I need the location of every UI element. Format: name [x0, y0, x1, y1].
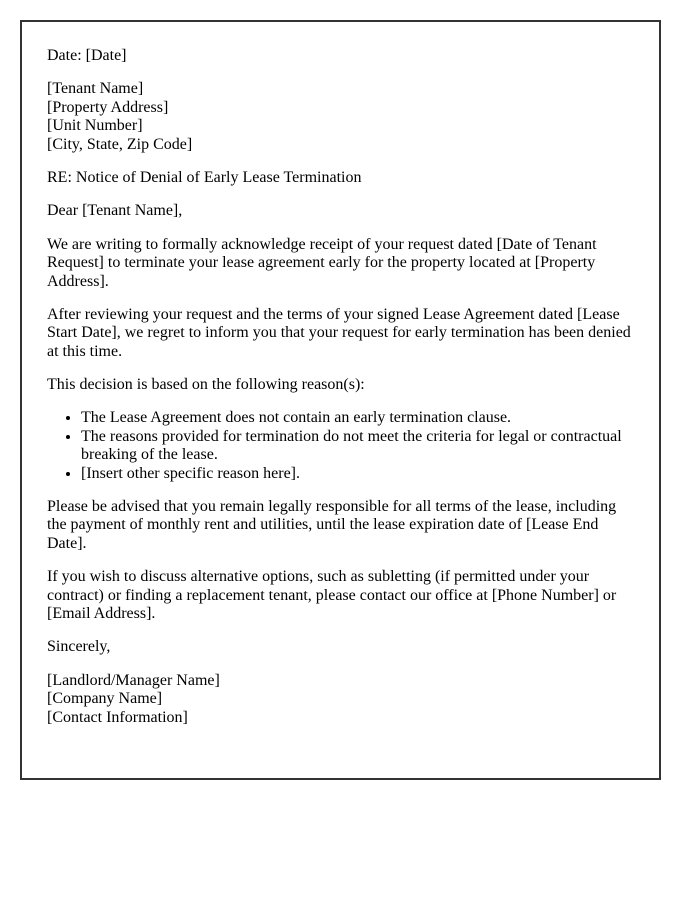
recipient-tenant-name: [Tenant Name] — [47, 80, 144, 98]
recipient-unit-number: [Unit Number] — [47, 117, 143, 135]
recipient-property-address: [Property Address] — [47, 98, 169, 116]
subject-line: RE: Notice of Denial of Early Lease Termination — [47, 168, 362, 186]
signature-contact-information: [Contact Information] — [47, 708, 188, 726]
signature-company-name: [Company Name] — [47, 690, 163, 708]
paragraph-responsibility: Please be advised that you remain legally responsible for all terms of the lease, including the payment of monthly rent and utilities, until the lease expiration date of [Lease End Date]. — [47, 498, 617, 552]
reason-list — [47, 409, 634, 483]
salutation: Dear [Tenant Name], — [47, 202, 183, 220]
paragraph-alternatives: If you wish to discuss alternative options, such as subletting (if permitted under your contract) or finding a replacement tenant, please contact our office at [Phone Number] or [Email Address]. — [47, 568, 617, 622]
recipient-city-state-zip: [City, State, Zip Code] — [47, 135, 193, 153]
closing: Sincerely, — [47, 638, 111, 656]
reason-item: • The reasons provided for termination do not meet the criteria for legal or contractual breaking of the lease. — [81, 428, 634, 465]
paragraph-denial: After reviewing your request and the terms of your signed Lease Agreement dated [Lease Start Date], we regret to inform you that your request for early termination has been denied at this time. — [47, 305, 631, 360]
paragraph-reasons-intro: This decision is based on the following reason(s): — [47, 376, 365, 394]
reason-item: • [Insert other specific reason here]. — [81, 465, 634, 483]
date-line: Date: [Date] — [47, 47, 127, 64]
recipient-address-block — [47, 80, 634, 154]
paragraph-acknowledgement: We are writing to formally acknowledge receipt of your request dated [Date of Tenant Request] to terminate your lease agreement early for the property located at [Property Address]. — [47, 235, 597, 290]
signature-block — [47, 672, 634, 727]
reason-item: • The Lease Agreement does not contain an early termination clause. — [81, 409, 634, 427]
letter-document — [20, 20, 661, 780]
signature-landlord-manager-name: [Landlord/Manager Name] — [47, 671, 220, 689]
